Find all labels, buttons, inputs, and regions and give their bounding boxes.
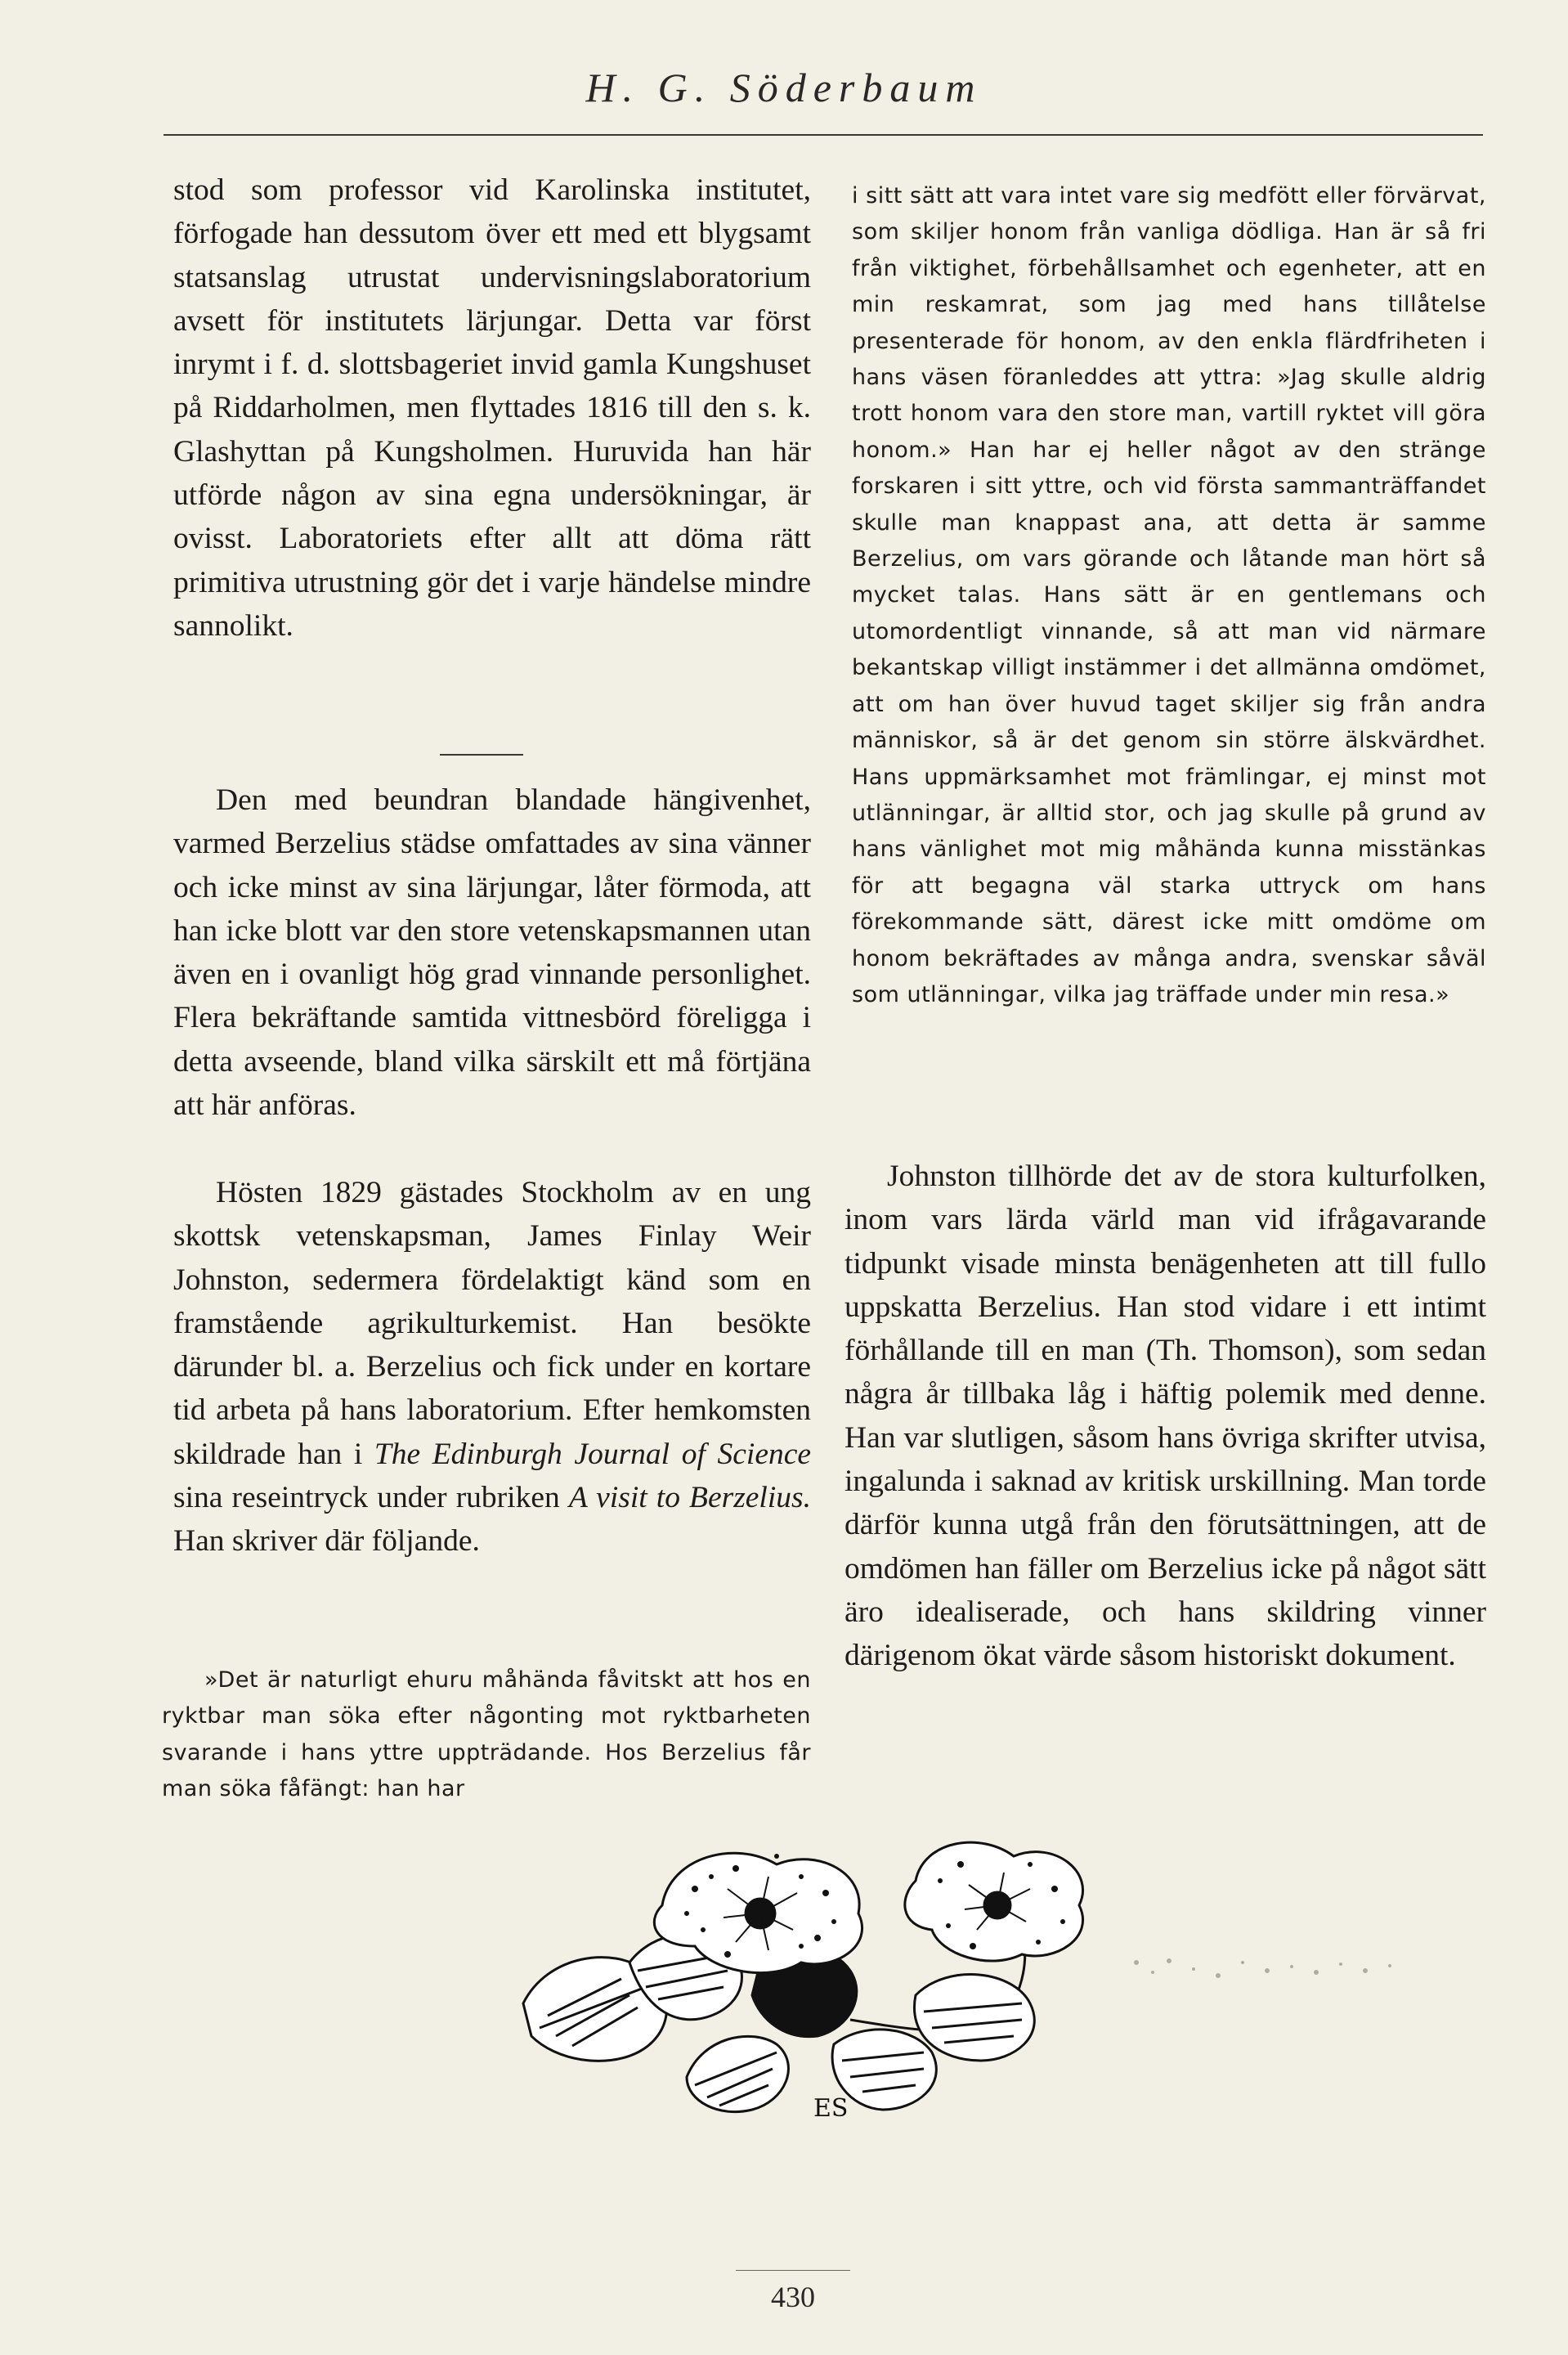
paragraph-johnston-text-1: Hösten 1829 gästades Stockholm av en ung skottsk vetenskapsman, James Finlay Weir Johnston, sedermera fördelaktigt känd som en framstående agrikulturkemist. Han besökte därunder bl. a. Berzelius och fick under en kortare tid arbeta på hans laboratorium. Efter hemkomsten skildrade han i <box>173 1176 811 1471</box>
quote-continued: i sitt sätt att vara intet vare sig medfött eller förvärvat, som skiljer honom från vanliga dödliga. Han är så fri från viktighet, förbehållsamhet och egenheter, att en min reskamrat, som jag med hans tillåtelse presenterade för honom, av den enkla flärdfriheten i hans väsen föranleddes att yttra: »Jag skulle aldrig trott honom vara den store man, vartill ryktet vill göra honom.» Han har ej heller något av den stränge forskaren i sitt yttre, och vid första sammanträffandet skulle man knappast ana, att detta är samme Berzelius, om vars görande och låtande man hört så mycket talas. Hans sätt är en gentlemans och utomordentligt vinnande, så att man vid närmare bekantskap villigt instämmer i det allmänna omdömet, att om han över huvud taget skiljer sig från andra människor, så är det genom sin större älskvärdhet. Hans uppmärksamhet mot främlingar, ej minst mot utlänningar, är alltid stor, och jag skulle på grund av hans vänlighet mot mig måhända kunna misstänkas för att begagna väl starka uttryck om hans förekommande sätt, därest icke mitt omdöme om honom bekräftades av många andra, svenskar såväl som utlänningar, vilka jag träffade under min resa.» <box>852 183 1486 1007</box>
section-separator <box>440 754 523 756</box>
paragraph-assessment: Johnston tillhörde det av de stora kulturfolken, inom vars lärda värld man vid ifrågavarande tidpunkt visade minsta benägenheten att till fullo uppskatta Berzelius. Han stod vidare i ett intimt förhållande till en man (Th. Thomson), som sedan några år tillbaka låg i häftig polemik med denne. Han var slutligen, såsom hans övriga skrifter utvisa, ingalunda i saknad av kritisk urskillning. Man torde därför kunna utgå från den förutsättningen, att de omdömen han fäller om Berzelius icke på något sätt äro idealiserade, och hans skildring vinner därigenom ökat värde såsom historiskt dokument. <box>844 1160 1486 1673</box>
paragraph-personality: Den med beundran blandade hängivenhet, varmed Berzelius städse omfattades av sina vänner och icke minst av sina lärjungar, låter förmoda, att han icke blott var den store vetenskapsmannen utan även en i ovanligt hög grad vinnande personlighet. Flera bekräftande samtida vittnesbörd föreligga i detta avseende, bland vilka särskilt ett må förtjäna att här anföras. <box>173 783 811 1123</box>
header-rule <box>164 134 1483 136</box>
paragraph-johnston-text-3: Han skriver där följande. <box>173 1524 480 1559</box>
journal-title: The Edinburgh Journal of Science <box>374 1437 811 1471</box>
page-number: 430 <box>771 2281 815 2313</box>
floral-vignette <box>491 1832 1431 2142</box>
footer-rule <box>736 2270 850 2271</box>
paragraph-johnston-text-2: sina reseintryck under rubriken <box>173 1481 560 1515</box>
article-title: A visit to Berzelius. <box>568 1481 811 1515</box>
running-title: H. G. Söderbaum <box>585 65 983 110</box>
paragraph-laboratory: stod som professor vid Karolinska institutet, förfogade han dessutom över ett med ett blygsamt statsanslag utrustat undervisningslaboratorium avsett för institutets lärjungar. Detta var först inrymt i f. d. slottsbageriet invid gamla Kungshuset på Riddarholmen, men flyttades 1816 till den s. k. Glashyttan på Kungsholmen. Huruvida han här utförde någon av sina egna undersökningar, är ovisst. Laboratoriets efter allt att döma rätt primitiva utrustning gör det i varje händelse mindre sannolikt. <box>173 173 811 643</box>
ornament-monogram: ES <box>813 2094 849 2123</box>
paragraph-johnston-visit <box>173 1171 811 1563</box>
quote-start: »Det är naturligt ehuru måhända fåvitskt att hos en ryktbar man söka efter någonting mot ryktbarheten svarande i hans yttre uppträdande. Hos Berzelius får man söka fåfängt: han har <box>162 1667 811 1802</box>
